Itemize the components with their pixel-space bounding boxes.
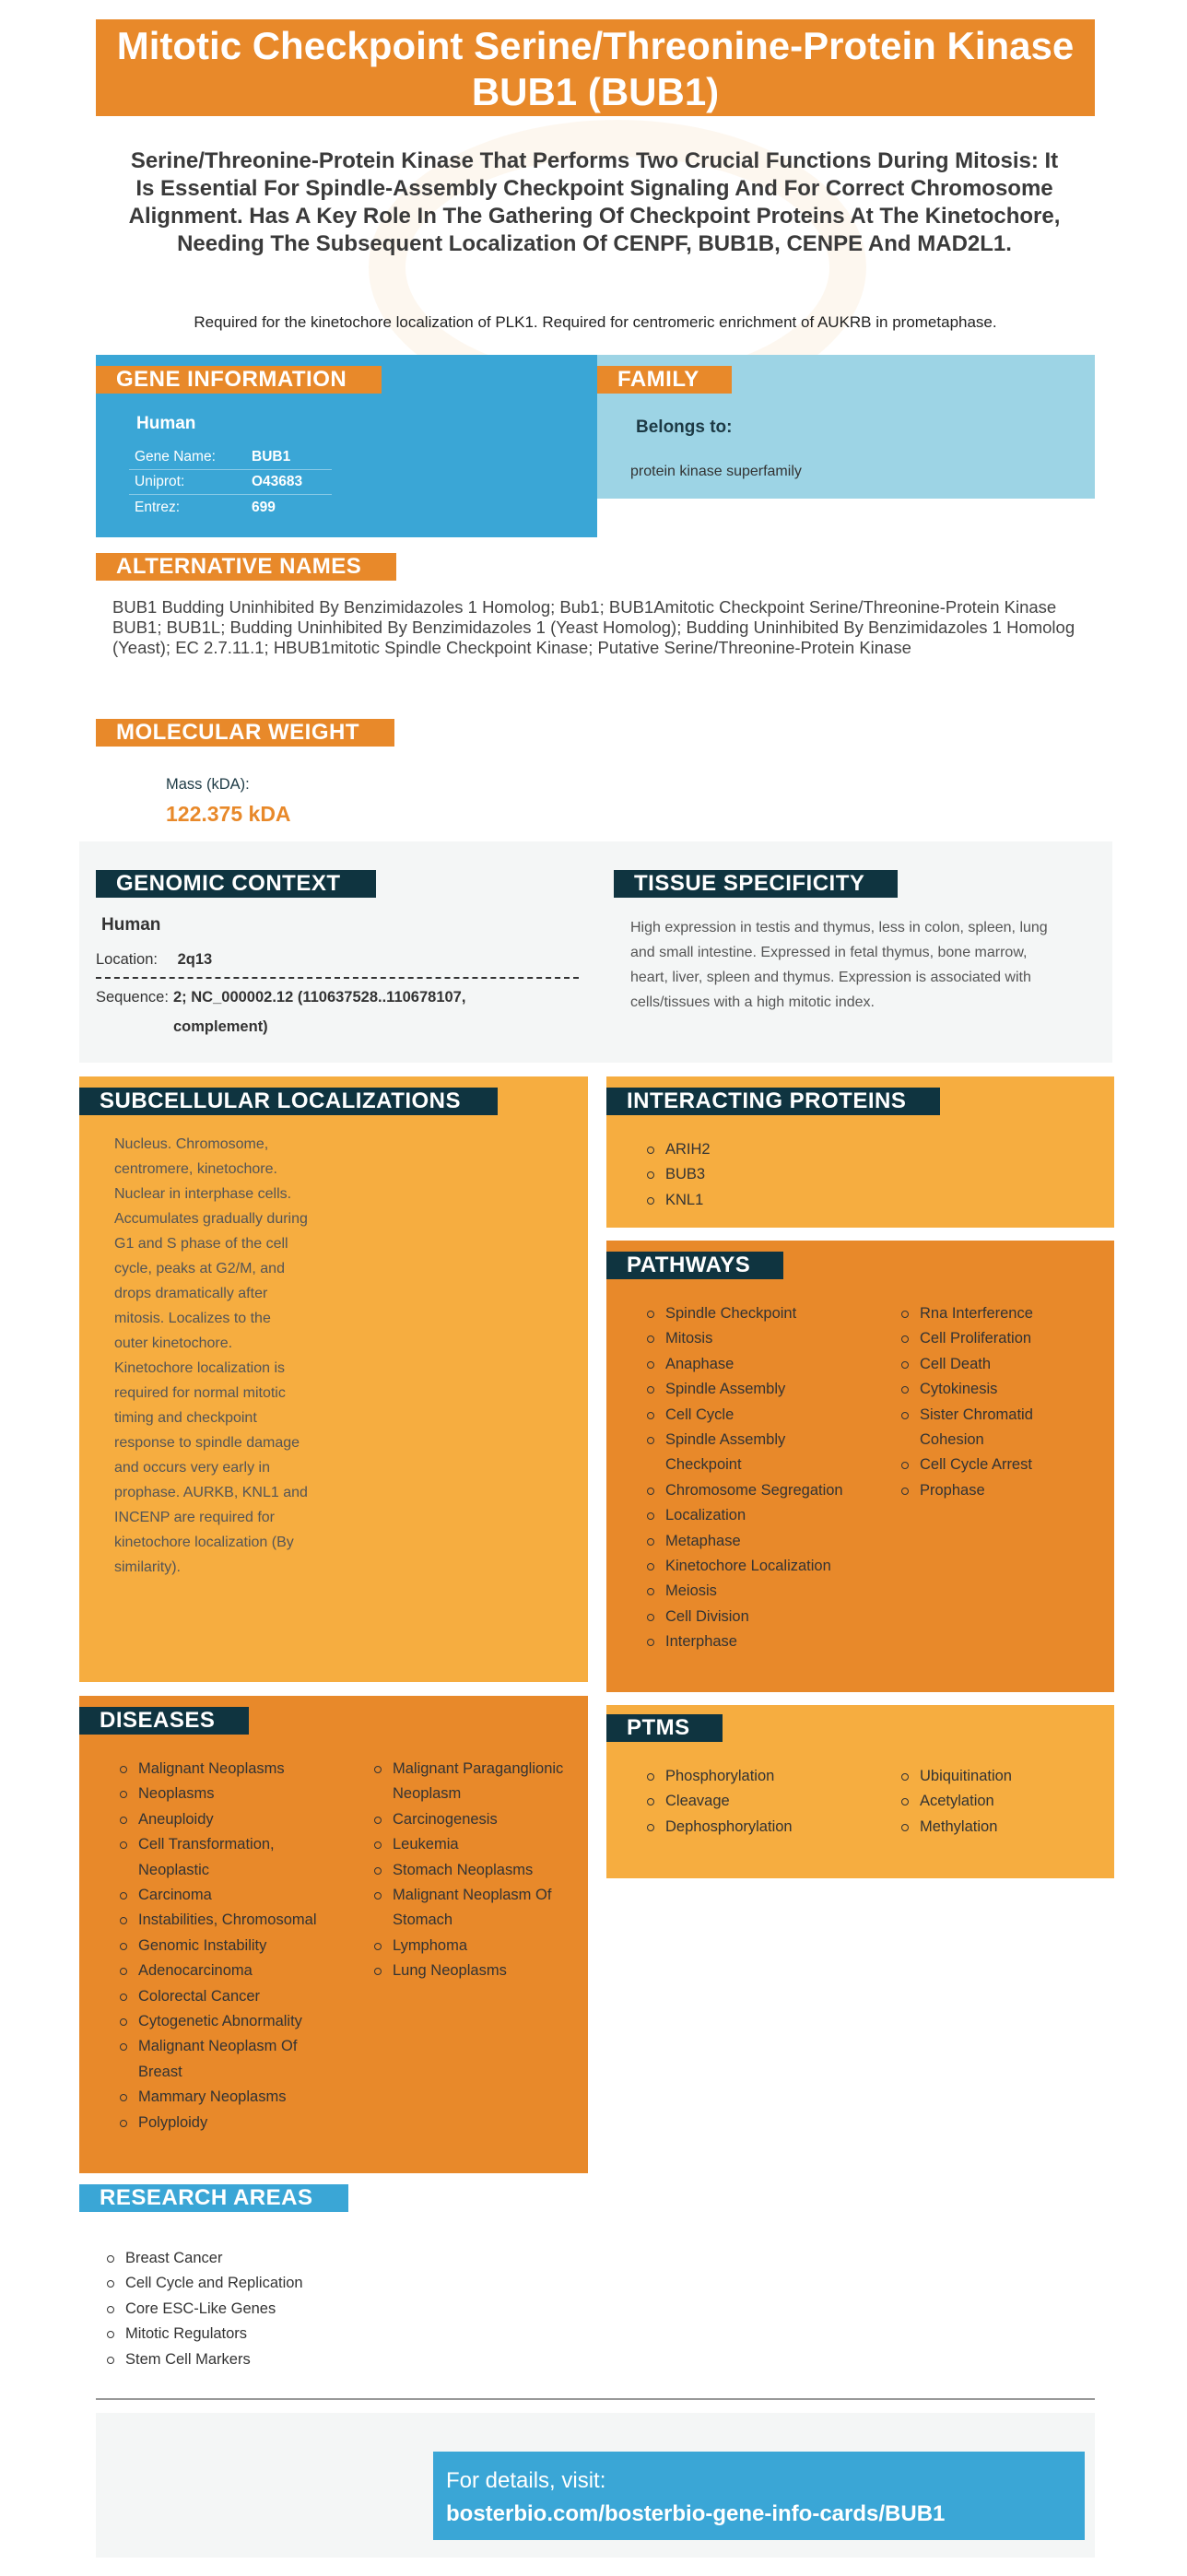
mass-value: 122.375 kDA (166, 802, 291, 826)
list-item: Spindle Checkpoint (643, 1301, 855, 1326)
diseases-list-right (370, 1757, 564, 1984)
list-item: Anaphase (643, 1352, 855, 1377)
list-item: Phosphorylation (643, 1764, 846, 1789)
list-item: Acetylation (898, 1789, 1100, 1814)
list-item: Mitotic Regulators (103, 2322, 564, 2347)
pathways-list-left (643, 1301, 855, 1655)
diseases-list-left (116, 1757, 328, 2135)
family-heading: FAMILY (597, 366, 732, 394)
list-item: Core ESC-Like Genes (103, 2297, 564, 2322)
list-item: Cleavage (643, 1789, 846, 1814)
gene-information-panel (96, 355, 597, 537)
list-item: Cell Cycle Arrest (898, 1453, 1082, 1477)
footer-divider (96, 2398, 1095, 2400)
uniprot-value: O43683 (252, 474, 303, 489)
tissue-specificity-text: High expression in testis and thymus, less in colon, spleen, lung and small intestine. Expressed in fetal thymus, bone marrow, heart, liver, spleen and thymus. Expression is associated with cells/tissues with a high mitotic index. (630, 920, 1048, 1010)
interacting-proteins-heading: INTERACTING PROTEINS (606, 1088, 940, 1115)
page-title: Mitotic Checkpoint Serine/Threonine-Protein Kinase BUB1 (BUB1) (96, 19, 1095, 116)
interacting-proteins-panel (606, 1076, 1114, 1228)
function-note: Required for the kinetochore localization of PLK1. Required for centromeric enrichment of AUKRB in prometaphase. (194, 313, 997, 331)
list-item: Malignant Neoplasms (116, 1757, 328, 1782)
diseases-panel (79, 1696, 588, 2173)
molecular-weight-heading: MOLECULAR WEIGHT (96, 719, 394, 747)
list-item: Localization (643, 1503, 855, 1528)
protein-summary: Serine/Threonine-Protein Kinase That Performs Two Crucial Functions During Mitosis: It Is Essential For Spindle-Assembly Checkpoint Signaling And For Correct Chromosome Alignment. Has A Key Role In The Gathering Of Checkpoint Proteins At The Kinetochore, Needing The Subsequent Localization Of CENPF, BUB1B, CENPE And MAD2L1. (128, 148, 1061, 256)
list-item: Genomic Instability (116, 1934, 328, 1958)
list-item: Cell Cycle and Replication (103, 2271, 564, 2296)
list-item: Ubiquitination (898, 1764, 1100, 1789)
list-item: Polyploidy (116, 2111, 328, 2135)
list-item: Interphase (643, 1629, 855, 1654)
pathways-heading: PATHWAYS (606, 1252, 783, 1279)
list-item: Breast Cancer (103, 2246, 564, 2271)
gene-name-key: Gene Name: (135, 449, 216, 465)
location-value: 2q13 (177, 951, 213, 968)
genomic-species: Human (101, 915, 161, 935)
research-areas-list (103, 2246, 564, 2372)
ptms-heading: PTMS (606, 1714, 723, 1742)
list-item: Cytokinesis (898, 1377, 1082, 1402)
sequence-row (96, 982, 579, 1041)
list-item: Kinetochore Localization (643, 1554, 855, 1579)
list-item: ARIH2 (643, 1137, 846, 1162)
list-item: Prophase (898, 1478, 1082, 1503)
location-key: Location: (96, 951, 158, 968)
gene-species: Human (136, 414, 196, 433)
list-item: Cell Division (643, 1605, 855, 1629)
subcellular-localizations-panel (79, 1076, 588, 1682)
uniprot-row (129, 470, 332, 495)
list-item: Cell Death (898, 1352, 1082, 1377)
gene-information-heading: GENE INFORMATION (96, 366, 382, 394)
sequence-key: Sequence: (96, 989, 169, 1006)
genomic-context-heading: GENOMIC CONTEXT (96, 870, 376, 898)
list-item: Carcinogenesis (370, 1807, 564, 1832)
list-item: Cell Cycle (643, 1403, 855, 1428)
tissue-specificity-heading: TISSUE SPECIFICITY (614, 870, 898, 898)
list-item: Aneuploidy (116, 1807, 328, 1832)
list-item: Methylation (898, 1815, 1100, 1840)
list-item: Dephosphorylation (643, 1815, 846, 1840)
list-item: Malignant Neoplasm Of Breast (116, 2034, 328, 2085)
diseases-heading: DISEASES (79, 1707, 249, 1735)
details-url-link[interactable]: bosterbio.com/bosterbio-gene-info-cards/BUB1 (446, 2501, 946, 2526)
list-item: Carcinoma (116, 1883, 328, 1908)
alternative-names-text: BUB1 Budding Uninhibited By Benzimidazoles 1 Homolog; Bub1; BUB1Amitotic Checkpoint Serine/Threonine-Protein Kinase BUB1; BUB1L; Budding Uninhibited By Benzimidazoles 1 (Yeast Homolog); Budding Uninhibited By Benzimidazoles 1 Homolog (Yeast); EC 2.7.11.1; HBUB1mitotic Spindle Checkpoint Kinase; Putative Serine/Threonine-Protein Kinase (112, 597, 1075, 657)
details-prefix: For details, visit: (446, 2468, 606, 2493)
ptms-list-left (643, 1764, 846, 1840)
ptms-panel (606, 1705, 1114, 1878)
ptms-list-right (898, 1764, 1100, 1840)
list-item: Adenocarcinoma (116, 1958, 328, 1983)
list-item: Rna Interference (898, 1301, 1082, 1326)
family-belongs-label: Belongs to: (636, 418, 733, 437)
list-item: Cytogenetic Abnormality (116, 2009, 328, 2034)
list-item: Cell Proliferation (898, 1326, 1082, 1351)
list-item: BUB3 (643, 1162, 846, 1187)
list-item: Colorectal Cancer (116, 1984, 328, 2009)
entrez-key: Entrez: (135, 499, 181, 515)
list-item: Stem Cell Markers (103, 2347, 564, 2372)
research-areas-heading: RESEARCH AREAS (79, 2184, 348, 2212)
subcellular-localizations-text: Nucleus. Chromosome, centromere, kinetochore. Nuclear in interphase cells. Accumulates gradually during G1 and S phase of the cell cycle, peaks at G2/M, and drops dramatically after mitosis. Localizes to the outer kinetochore. Kinetochore localization is required for normal mitotic timing and checkpoint response to spindle damage and occurs very early in prophase. AURKB, KNL1 and INCENP are required for kinetochore localization (By similarity). (114, 1136, 308, 1575)
list-item: Lung Neoplasms (370, 1958, 564, 1983)
location-row (96, 951, 579, 979)
interacting-proteins-list (643, 1137, 846, 1213)
family-value: protein kinase superfamily (630, 464, 802, 479)
list-item: Cell Transformation, Neoplastic (116, 1832, 328, 1883)
uniprot-key: Uniprot: (135, 474, 185, 489)
list-item: Spindle Assembly (643, 1377, 855, 1402)
gene-name-row (129, 445, 332, 470)
list-item: Malignant Neoplasm Of Stomach (370, 1883, 564, 1934)
list-item: Spindle Assembly Checkpoint (643, 1428, 855, 1478)
family-panel (597, 355, 1095, 499)
gene-name-value: BUB1 (252, 449, 291, 465)
list-item: Mammary Neoplasms (116, 2085, 328, 2110)
list-item: Leukemia (370, 1832, 564, 1857)
list-item: KNL1 (643, 1188, 846, 1213)
gene-info-table (129, 445, 332, 520)
list-item: Malignant Paraganglionic Neoplasm (370, 1757, 564, 1807)
list-item: Mitosis (643, 1326, 855, 1351)
entrez-row (129, 495, 332, 520)
list-item: Neoplasms (116, 1782, 328, 1806)
list-item: Sister Chromatid Cohesion (898, 1403, 1082, 1453)
details-link-box[interactable] (433, 2452, 1085, 2540)
list-item: Instabilities, Chromosomal (116, 1908, 328, 1933)
list-item: Meiosis (643, 1579, 855, 1604)
sequence-value: 2; NC_000002.12 (110637528..110678107, complement) (173, 989, 466, 1035)
list-item: Stomach Neoplasms (370, 1858, 564, 1883)
list-item: Lymphoma (370, 1934, 564, 1958)
subcellular-localizations-heading: SUBCELLULAR LOCALIZATIONS (79, 1088, 498, 1115)
entrez-value: 699 (252, 499, 276, 515)
alternative-names-heading: ALTERNATIVE NAMES (96, 553, 396, 581)
pathways-panel (606, 1241, 1114, 1692)
list-item: Chromosome Segregation (643, 1478, 855, 1503)
mass-label: Mass (kDA): (166, 776, 250, 793)
list-item: Metaphase (643, 1529, 855, 1554)
pathways-list-right (898, 1301, 1082, 1503)
